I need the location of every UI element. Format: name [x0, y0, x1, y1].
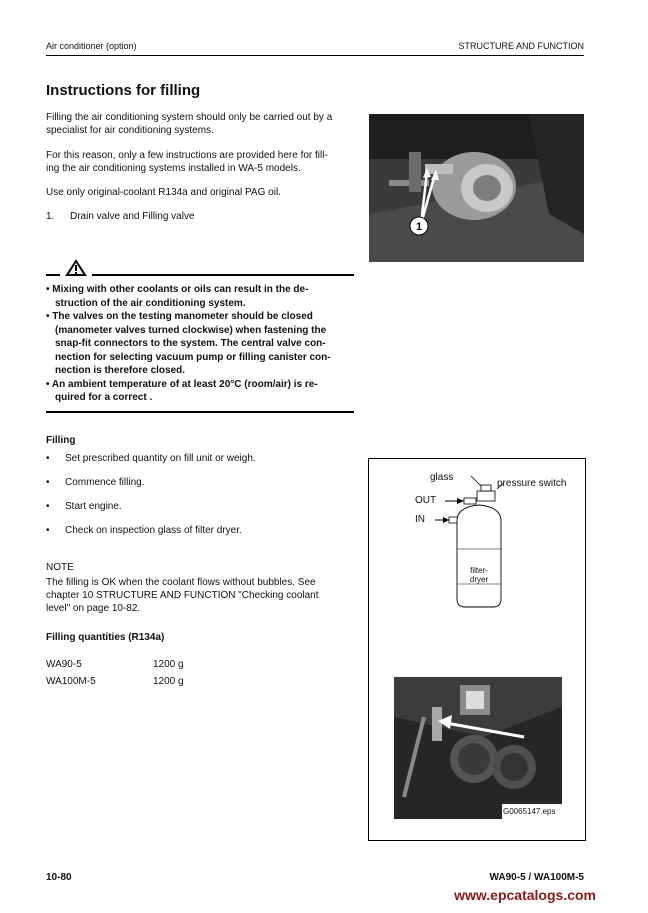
warning-line: struction of the air conditioning system.	[55, 297, 246, 309]
quantities-heading: Filling quantities (R134a)	[46, 632, 165, 643]
figure-code: G0065147.eps	[503, 807, 556, 816]
warning-header-line	[46, 259, 356, 277]
quantity-amount: 1200 g	[153, 659, 184, 670]
intro-paragraph-3: Use only original-coolant R134a and original PAG oil.	[46, 187, 281, 198]
filling-step-text: Commence filling.	[65, 477, 145, 488]
item-number: 1.	[46, 211, 55, 222]
label-filter-dryer-line: dryer	[469, 575, 489, 584]
header-section-label: Air conditioner (option)	[46, 41, 137, 51]
compressor-illustration	[369, 114, 584, 262]
compressor-photo	[369, 114, 584, 262]
note-heading: NOTE	[46, 562, 74, 573]
page-title: Instructions for filling	[46, 82, 201, 99]
quantity-amount: 1200 g	[153, 676, 184, 687]
intro-paragraph-2	[46, 149, 356, 175]
item-text: Drain valve and Filling valve	[70, 211, 195, 222]
note-body	[46, 576, 356, 615]
intro-paragraph-1	[46, 111, 356, 137]
warning-line: quired for a correct .	[55, 392, 153, 403]
warning-line: nection for selecting vacuum pump or filling canister con-	[55, 351, 331, 363]
warning-line: • Mixing with other coolants or oils can result in the de-	[46, 284, 309, 295]
warning-line: • The valves on the testing manometer should be closed	[46, 311, 313, 322]
callout-number: 1	[415, 221, 423, 233]
warning-list	[46, 283, 354, 405]
label-filter-dryer	[466, 566, 492, 584]
warning-item	[46, 283, 354, 310]
quantity-model: WA100M-5	[46, 676, 96, 687]
page-number: 10-80	[46, 872, 72, 883]
note-line: level" on page 10-82.	[46, 603, 141, 614]
label-filter-dryer-line: filter-	[470, 566, 488, 575]
note-line: chapter 10 STRUCTURE AND FUNCTION "Checking coolant	[46, 590, 319, 601]
intro-p1-line: specialist for air conditioning systems.	[46, 125, 214, 136]
warning-line: (manometer valves turned clockwise) when fastening the	[55, 324, 327, 336]
warning-item	[46, 378, 354, 405]
label-out: OUT	[415, 495, 437, 506]
label-glass: glass	[430, 472, 454, 483]
warning-line: snap-fit connectors to the system. The central valve con-	[55, 338, 326, 349]
warning-bottom-rule	[46, 411, 354, 413]
filling-step-text: Set prescribed quantity on fill unit or weigh.	[65, 453, 256, 464]
filling-heading: Filling	[46, 435, 76, 446]
warning-line: • An ambient temperature of at least 20°C (room/air) is re-	[46, 378, 318, 390]
intro-p1-line: Filling the air conditioning system should only be carried out by a	[46, 112, 333, 123]
filter-dryer-photo-illustration	[394, 677, 562, 819]
note-line: The filling is OK when the coolant flows without bubbles. See	[46, 577, 316, 588]
filling-step-text: Check on inspection glass of filter dryer.	[65, 525, 242, 536]
filling-step-text: Start engine.	[65, 501, 122, 512]
filter-dryer-photo	[394, 677, 562, 819]
intro-p2-line: ing the air conditioning systems installed in WA-5 models.	[46, 163, 301, 174]
warning-line: nection is therefore closed.	[55, 365, 186, 376]
header-rule	[46, 55, 584, 56]
warning-item	[46, 310, 354, 378]
quantity-model: WA90-5	[46, 659, 82, 670]
label-in: IN	[415, 514, 425, 525]
intro-p2-line: For this reason, only a few instructions are provided here for fill-	[46, 150, 328, 161]
header-chapter-label: STRUCTURE AND FUNCTION	[458, 41, 584, 51]
watermark-link[interactable]: www.epcatalogs.com	[454, 887, 596, 903]
label-pressure-switch: pressure switch	[497, 478, 567, 489]
footer-models: WA90-5 / WA100M-5	[489, 872, 584, 883]
